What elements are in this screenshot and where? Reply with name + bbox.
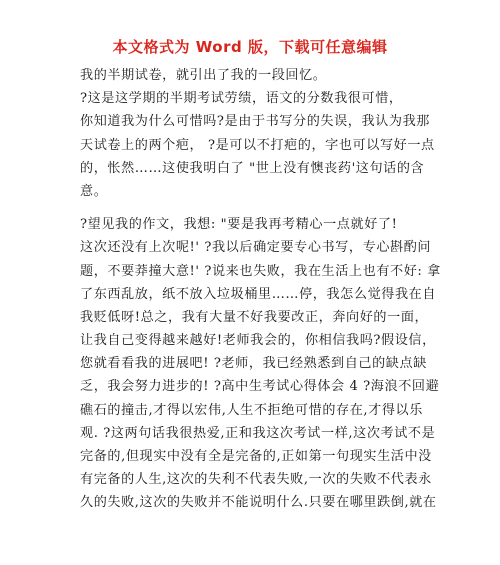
text-line: ?望见我的作文，我想: "要是我再考精心一点就好了! [80,217,398,233]
paragraph [80,64,435,87]
text-line: 我贬低呀!总之，我有大量不好我要改正，奔向好的一面， [80,309,429,325]
text-line: 题，不要莽撞大意!' ?说来也失败，我在生活上也有不好: 拿 [80,263,441,279]
text-line: 了东西乱放，纸不放入垃圾桶里……停，我怎么觉得我在自 [80,286,437,302]
text-line: 有完备的人生,这次的失利不代表失败,一次的失败不代表永 [80,472,432,488]
text-line: 意。 [80,183,108,199]
text-line: 让我自己变得越来越好!老师我会的，你相信我吗?假设信， [80,333,436,349]
text-line: 乏，我会努力进步的! ?高中生考试心得体会 4 ?海浪不回避 [80,379,440,395]
text-line: 您就看看我的进展吧! ?老师，我已经熟悉到自己的缺点缺 [80,356,427,372]
document-title: 本文格式为 Word 版，下载可任意编辑 [112,38,388,56]
text-line: 你知道我为什么可惜吗?是由于书写分的失误，我认为我那 [80,114,430,130]
paragraph [80,213,441,514]
text-line: 的，怅然……这使我明白了 "世上没有懊丧药'这句话的含 [80,160,425,176]
document-body [80,64,441,515]
paragraph [80,87,435,203]
text-line: 我的半期试卷，就引出了我的一段回忆。 [80,68,327,83]
text-line: 观. ?这两句话我很热爱,正和我这次考试一样,这次考试不是 [80,425,436,441]
text-line: 完备的,但现实中没有全是完备的,正如第一句现实生活中没 [80,449,432,464]
text-line: 礁石的撞击,才得以宏伟,人生不拒绝可惜的存在,才得以乐 [80,402,423,418]
text-line: 这次还没有上次呢!' ?我以后确定要专心书写，专心斟酌问 [80,240,432,256]
text-line: 天试卷上的两个疤， ?是可以不打疤的，字也可以写好一点 [80,137,435,153]
text-line: ?这是这学期的半期考试劳绩，语文的分数我很可惜， [80,91,403,107]
paragraph-spacing [80,203,435,213]
text-line: 久的失败,这次的失败并不能说明什么.只要在哪里跌倒,就在 [80,495,437,511]
